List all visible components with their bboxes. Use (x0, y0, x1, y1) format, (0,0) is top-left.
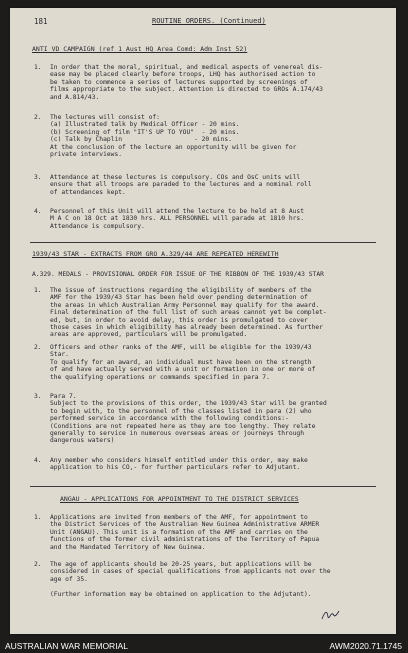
paragraph (34, 208, 384, 230)
divider (30, 486, 376, 487)
section-heading-angau: ANGAU - APPLICATIONS FOR APPOINTMENT TO THE DISTRICT SERVICES (60, 495, 299, 503)
paragraph-text: Any member who considers himself entitled under this order, may make application to his CO,- for further particulars refer to Adjutant. (50, 457, 308, 472)
divider (30, 242, 376, 243)
footer-accession-number: AWM2020.71.1745 (329, 641, 402, 651)
paragraph (34, 64, 384, 101)
paragraph-text: Attendance at these lectures is compulsory. COs and OsC units will ensure that all troops are paraded to the lectures and a nominal roll of attendances kept. (50, 174, 312, 196)
section-heading-star: 1939/43 STAR - EXTRACTS FROM GRO A.329/44 ARE REPEATED HEREWITH (32, 250, 279, 258)
paragraph-number: 2. (34, 561, 42, 568)
running-head: ROUTINE ORDERS. (Continued) (152, 17, 266, 25)
paragraph-text: The age of applicants should be 20-25 years, but applications will be considered in cases of special qualifications from applicants not over the age of 35. (Further information may be obtained on application to the Adjutant). (50, 561, 331, 598)
paragraph-number: 1. (34, 514, 42, 521)
paragraph-number: 2. (34, 114, 42, 121)
list-item: (c) Talk by Chaplin - 20 mins. (50, 136, 232, 144)
paragraph-number: 3. (34, 393, 42, 400)
paragraph-text: Personnel of this Unit will attend the lecture to be held at 8 Aust M A C on 18 Oct at 1830 hrs. ALL PERSONNEL will parade at 1810 hrs. Attendance is compulsory. (50, 208, 305, 230)
paragraph-text: Officers and other ranks of the AMF, will be eligible for the 1939/43 Star. To qualify for an award, an individual must have been on the strength of and have actually served with a unit or formation in one or more of the qualifying operations or commands specified in para 7. (50, 344, 316, 381)
paragraph-number: 4. (34, 457, 42, 464)
paragraph-number: 3. (34, 174, 42, 181)
page-number: 181 (34, 17, 48, 26)
paragraph-text: The lectures will consist of: (50, 114, 160, 121)
paragraph-text: At the conclusion of the lecture an opportunity will be given for private interviews. (50, 143, 297, 159)
paragraph (34, 287, 384, 339)
paragraph (34, 114, 384, 158)
paragraph-number: 4. (34, 208, 42, 215)
document-page (10, 8, 396, 634)
section-subheading: A.329. MEDALS - PROVISIONAL ORDER FOR ISSUE OF THE RIBBON OF THE 1939/43 STAR (32, 271, 324, 278)
paragraph-text: Para 7. Subject to the provisions of this order, the 1939/43 Star will be granted to begin with, to the personnel of the classes listed in para (2) who performed service in accordance with the following conditions:- (Conditions are not repeated here as they are too lengthy. They relate generally to service in numerous overseas areas or journeys through dangerous waters) (50, 393, 327, 445)
paragraph (34, 561, 384, 598)
paragraph-number: 1. (34, 64, 42, 71)
paragraph-text: Applications are invited from members of the AMF, for appointment to the District Services of the Australian New Guinea Administrative ARMER Unit (ANGAU). This unit is a formation of the AMF and carries on the functions of the former civil administrations of the Territory of Papua and the Mandated Territory of New Guinea. (50, 514, 320, 551)
paragraph (34, 344, 384, 381)
paragraph-number: 1. (34, 287, 42, 294)
initials-signature (320, 608, 342, 622)
section-heading-anti-vd: ANTI VD CAMPAIGN (ref 1 Aust HQ Area Comd: Adm Inst 52) (32, 45, 248, 53)
paragraph-text: In order that the moral, spiritual, and medical aspects of venereal dis- ease may be placed clearly before troops, LHQ has authorised action to be taken to commence a series of lectures supported by screenings of films appropriate to the subject. Attention is directed to GROs A.174/43 and A.814/43. (50, 64, 323, 101)
archive-footer (0, 640, 408, 653)
paragraph (34, 393, 384, 445)
paragraph-text: The issue of instructions regarding the eligibility of members of the AMF for the 1939/43 Star has been held over pending determination of the areas in which Australian Army Personnel may qualify for the award. Final determination of the full list of such areas cannot yet be complet- ed, but, in order to avoid delay, this order is promulgated to cover those cases in which eligibility has already been determined. As further areas are approved, particulars will be promulgated. (50, 287, 327, 339)
footer-institution: AUSTRALIAN WAR MEMORIAL (5, 641, 128, 651)
paragraph (34, 174, 384, 196)
list-item: (b) Screening of film "IT'S UP TO YOU" - 20 mins. (50, 128, 240, 136)
paragraph-number: 2. (34, 344, 42, 351)
paragraph (34, 514, 384, 551)
list-item: (a) Illustrated talk by Medical Officer - 20 mins. (50, 121, 240, 129)
paragraph (34, 457, 384, 472)
